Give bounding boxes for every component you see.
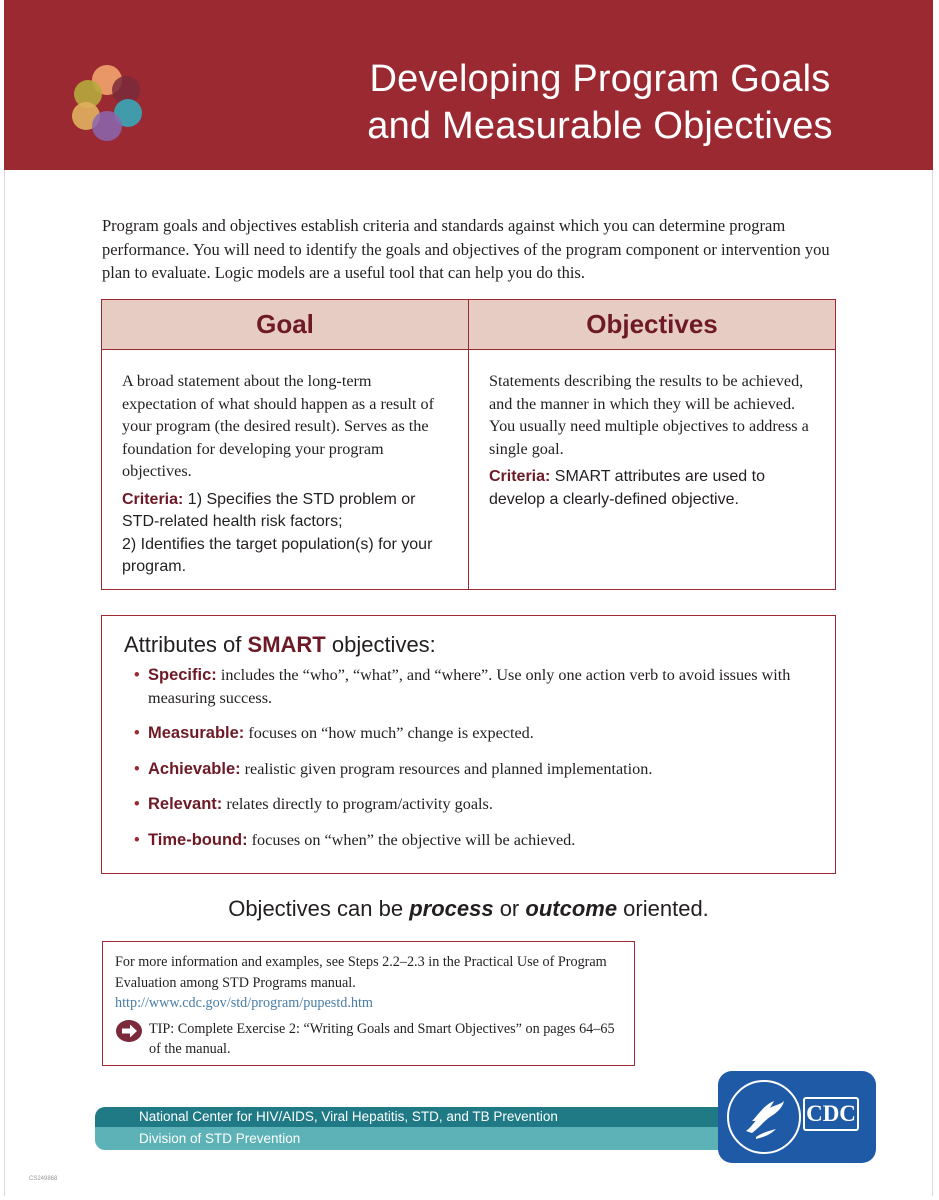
orientation-statement xyxy=(101,896,836,922)
cdc-wordmark: CDC xyxy=(803,1097,859,1131)
smart-item-relevant xyxy=(122,793,815,816)
objectives-criteria-label: Criteria: xyxy=(489,468,551,485)
arrow-right-icon xyxy=(115,1019,145,1043)
smart-title-acronym: SMART xyxy=(247,632,326,657)
objectives-criteria-text: SMART attributes are used to develop a clearly-defined objective. xyxy=(489,468,765,508)
objectives-cell xyxy=(469,350,835,589)
footer-division: Division of STD Prevention xyxy=(139,1131,301,1146)
hhs-seal-icon xyxy=(724,1075,804,1159)
bullet-icon: • xyxy=(134,759,140,778)
more-info-text: For more information and examples, see Steps 2.2–2.3 in the Practical Use of Program Evaluation among STD Programs manual. xyxy=(115,954,607,991)
smart-term: Relevant: xyxy=(148,795,223,813)
smart-attributes-box xyxy=(101,615,836,874)
smart-text: includes the “who”, “what”, and “where”. Use only one action verb to avoid issues with measuring success. xyxy=(148,666,791,707)
goal-cell xyxy=(102,350,469,589)
smart-text: focuses on “how much” change is expected. xyxy=(244,724,534,742)
bullet-icon: • xyxy=(134,666,140,684)
smart-item-achievable xyxy=(122,758,815,781)
goal-heading: Goal xyxy=(102,300,469,350)
smart-list xyxy=(122,664,815,851)
manual-link[interactable]: http://www.cdc.gov/std/program/pupestd.htm xyxy=(115,995,373,1011)
document-code: CS249868 xyxy=(29,1176,58,1182)
smart-term: Measurable: xyxy=(148,724,245,742)
more-info-box xyxy=(102,941,635,1066)
smart-term: Achievable: xyxy=(148,759,241,778)
smart-term: Specific: xyxy=(148,666,217,684)
smart-text: realistic given program resources and planned implementation. xyxy=(240,759,653,778)
orientation-outcome: outcome xyxy=(525,896,618,921)
goal-objectives-table xyxy=(101,299,836,590)
orientation-suffix: oriented. xyxy=(617,896,709,921)
bullet-icon: • xyxy=(134,830,140,849)
title-line-1: Developing Program Goals xyxy=(369,58,831,100)
orientation-prefix: Objectives can be xyxy=(228,896,410,921)
smart-text: focuses on “when” the objective will be achieved. xyxy=(247,830,576,849)
smart-title-suffix: objectives: xyxy=(325,632,436,657)
bullet-icon: • xyxy=(134,795,140,813)
objectives-criteria xyxy=(489,466,815,511)
goal-criteria-line-2: 2) Identifies the target population(s) for your program. xyxy=(122,535,433,575)
objectives-heading: Objectives xyxy=(469,300,835,350)
goal-description: A broad statement about the long-term expectation of what should happen as a result of your program (the desired result). Serves as the foundation for developing your program objectives. xyxy=(122,372,434,480)
tip-text: TIP: Complete Exercise 2: “Writing Goals and Smart Objectives” on pages 64–65 of the manual. xyxy=(149,1020,615,1057)
orientation-process: process xyxy=(409,896,494,921)
smart-text: relates directly to program/activity goals. xyxy=(222,795,493,813)
intro-paragraph: Program goals and objectives establish criteria and standards against which you can determine program performance. You will need to identify the goals and objectives of the program component or intervention you plan to evaluate. Logic models are a useful tool that can help you do this. xyxy=(102,216,830,282)
goal-criteria-label: Criteria: xyxy=(122,490,184,508)
title-line-2: and Measurable Objectives xyxy=(367,105,833,147)
orientation-middle: or xyxy=(493,896,526,921)
goal-criteria-line-1: 1) Specifies the STD problem or STD-related health risk factors; xyxy=(122,490,416,530)
program-logo-icon xyxy=(66,60,148,142)
smart-term: Time-bound: xyxy=(148,830,248,849)
bullet-icon: • xyxy=(134,724,140,742)
smart-item-measurable xyxy=(122,722,815,745)
smart-item-time-bound xyxy=(122,829,815,852)
smart-item-specific xyxy=(122,664,815,709)
goal-criteria xyxy=(122,489,448,579)
tip-row xyxy=(115,1019,622,1060)
smart-title xyxy=(124,632,815,658)
page-title xyxy=(300,56,900,150)
smart-title-prefix: Attributes of xyxy=(124,632,248,657)
objectives-description: Statements describing the results to be achieved, and the manner in which they will be achieved. You usually need multiple objectives to address a single goal. xyxy=(489,372,809,458)
footer-center-name: National Center for HIV/AIDS, Viral Hepatitis, STD, and TB Prevention xyxy=(139,1109,558,1124)
